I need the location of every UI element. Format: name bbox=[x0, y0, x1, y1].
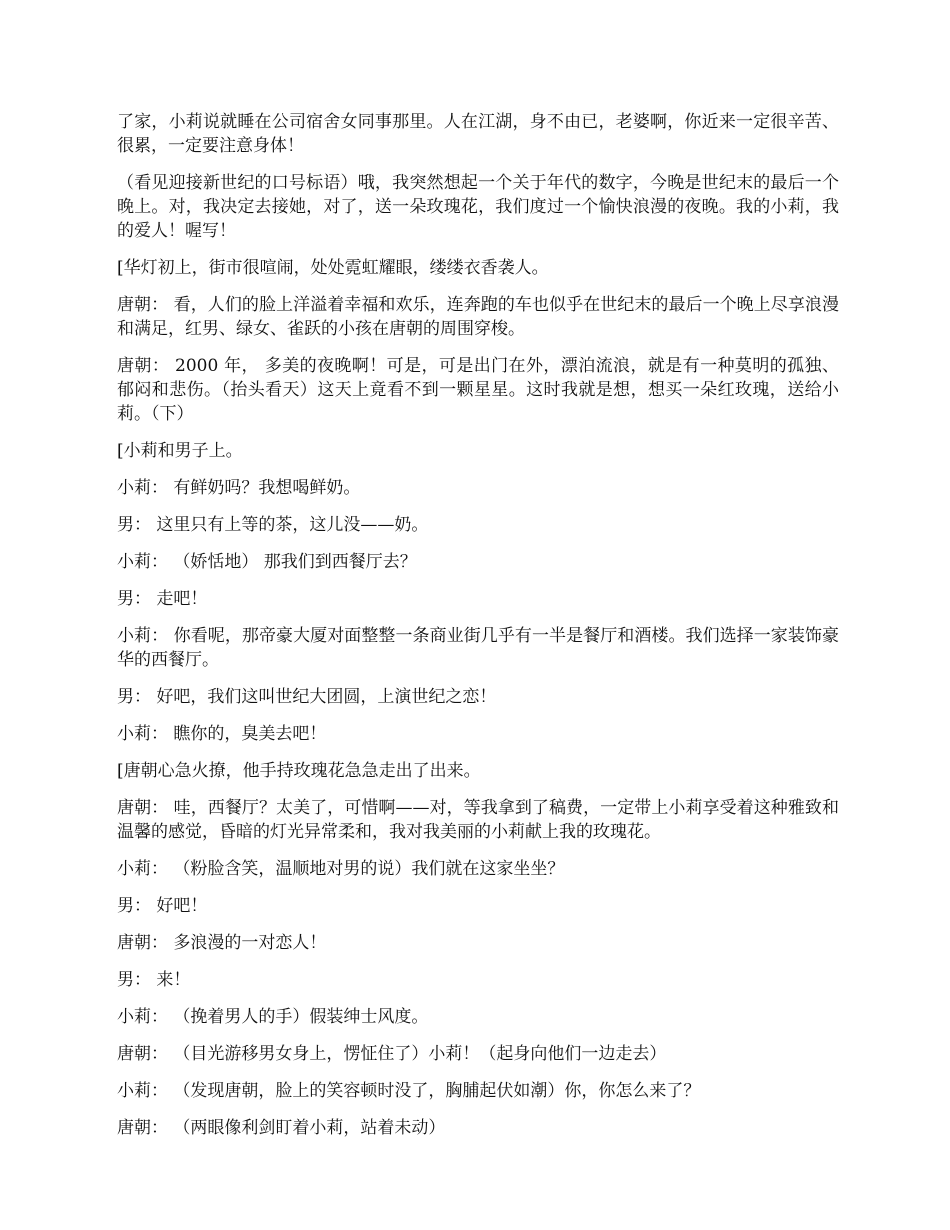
stage-direction: [小莉和男子上。 bbox=[117, 441, 243, 461]
dialogue-line: 小莉： 你看呢，那帝豪大厦对面整整一条商业街几乎有一半是餐厅和酒楼。我们选择一家装饰豪华的西餐厅。 bbox=[117, 626, 839, 670]
dialogue-line: 唐朝： 2000 年， 多美的夜晚啊！可是，可是出门在外，漂泊流浪，就是有一种莫明的孤独、郁闷和悲伤。（抬头看天）这天上竟看不到一颗星星。这时我就是想，想买一朵红玫瑰，送给小莉。（下） bbox=[117, 356, 839, 424]
dialogue-line: 唐朝： （两眼像利剑盯着小莉，站着未动） bbox=[117, 1118, 446, 1138]
dialogue-line: 小莉： （粉脸含笑，温顺地对男的说）我们就在这家坐坐？ bbox=[117, 859, 565, 879]
dialogue-line: 男： 来！ bbox=[117, 970, 191, 990]
dialogue-line: 男： 好吧，我们这叫世纪大团圆，上演世纪之恋！ bbox=[117, 687, 497, 707]
document-body bbox=[117, 110, 839, 1153]
dialogue-line: 男： 走吧！ bbox=[117, 589, 208, 609]
paragraph: （看见迎接新世纪的口号标语）哦，我突然想起一个关于年代的数字，今晚是世纪末的最后一个晚上。对，我决定去接她，对了，送一朵玫瑰花，我们度过一个愉快浪漫的夜晚。我的小莉，我的爱人！喔写！ bbox=[117, 173, 839, 241]
dialogue-line: 男： 好吧！ bbox=[117, 896, 208, 916]
dialogue-line: 男： 这里只有上等的茶，这儿没——奶。 bbox=[117, 515, 429, 535]
dialogue-line: 小莉： 瞧你的，臭美去吧！ bbox=[117, 724, 327, 744]
paragraph: 了家，小莉说就睡在公司宿舍女同事那里。人在江湖，身不由已，老婆啊，你近来一定很辛苦、很累，一定要注意身体！ bbox=[117, 112, 839, 156]
dialogue-line: 小莉： （发现唐朝，脸上的笑容顿时没了，胸脯起伏如潮）你，你怎么来了？ bbox=[117, 1081, 701, 1101]
dialogue-line: 唐朝： （目光游移男女身上，愣怔住了）小莉！（起身向他们一边走去） bbox=[117, 1044, 667, 1064]
dialogue-line: 唐朝： 哇，西餐厅？太美了，可惜啊——对，等我拿到了稿费，一定带上小莉享受着这种雅致和温馨的感觉，昏暗的灯光异常柔和，我对我美丽的小莉献上我的玫瑰花。 bbox=[117, 798, 839, 842]
stage-direction: [华灯初上，街市很喧闹，处处霓虹耀眼，缕缕衣香袭人。 bbox=[117, 258, 549, 278]
dialogue-line: 小莉： （挽着男人的手）假装绅士风度。 bbox=[117, 1007, 429, 1027]
dialogue-line: 小莉： 有鲜奶吗？我想喝鲜奶。 bbox=[117, 478, 361, 498]
dialogue-line: 唐朝： 多浪漫的一对恋人！ bbox=[117, 933, 327, 953]
dialogue-line: 小莉： （娇恬地） 那我们到西餐厅去？ bbox=[117, 552, 417, 572]
dialogue-line: 唐朝： 看，人们的脸上洋溢着幸福和欢乐，连奔跑的车也似乎在世纪末的最后一个晚上尽享浪漫和满足，红男、绿女、雀跃的小孩在唐朝的周围穿梭。 bbox=[117, 295, 839, 339]
stage-direction: [唐朝心急火撩，他手持玫瑰花急急走出了出来。 bbox=[117, 761, 481, 781]
